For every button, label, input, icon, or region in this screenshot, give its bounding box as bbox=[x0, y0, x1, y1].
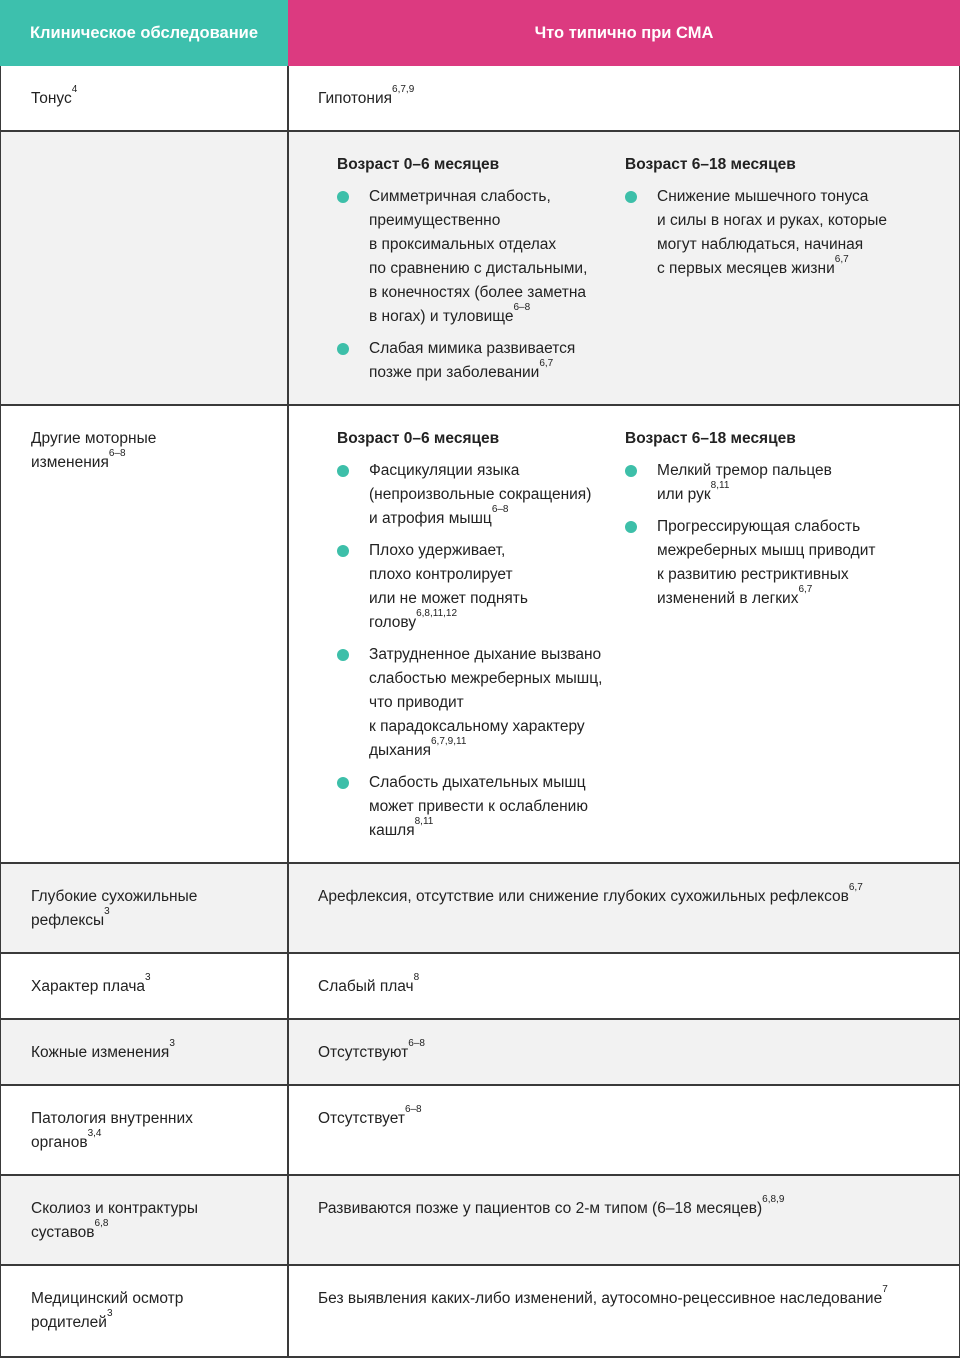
row-other-motor bbox=[0, 406, 960, 864]
row-label: Тонус$^4$ bbox=[31, 84, 78, 107]
age-heading-6-18: Возраст 6–18 месяцев bbox=[625, 430, 796, 447]
row-label: Сколиоз и контрактуры суставов$^{6,8}$ bbox=[31, 1200, 198, 1241]
row-label: Патология внутренних органов$^{3,4}$ bbox=[31, 1110, 193, 1151]
list-item: Слабая мимика развивается позже при заболевании$^{6,7}$ bbox=[337, 337, 617, 385]
bullet-dot bbox=[337, 343, 349, 355]
row-cry bbox=[0, 954, 960, 1020]
row-tonus bbox=[0, 66, 960, 132]
row-value: Отсутствует$^{6-8}$ bbox=[318, 1104, 422, 1127]
row-skin bbox=[0, 1020, 960, 1086]
row-label: Другие моторные изменения$^{6-8}$ bbox=[31, 430, 157, 471]
row-label: Кожные изменения$^3$ bbox=[31, 1038, 175, 1061]
list-item: Слабость дыхательных мышц может привести к ослаблению кашля$^{8,11}$ bbox=[337, 771, 622, 843]
list-item: Симметричная слабость, преимущественно в проксимальных отделах по сравнению с дистальными, в конечностях (более заметна в ногах) и туловище$^{6-8}$ bbox=[337, 185, 617, 329]
row-value: Арефлексия, отсутствие или снижение глубоких сухожильных рефлексов$^{6,7}$ bbox=[318, 882, 863, 905]
row-reflexes bbox=[0, 864, 960, 954]
age-heading-6-18: Возраст 6–18 месяцев bbox=[625, 156, 796, 173]
list-item: Мелкий тремор пальцев или рук$^{8,11}$ bbox=[625, 459, 925, 507]
age-heading-0-6: Возраст 0–6 месяцев bbox=[337, 430, 500, 447]
list-item: Фасцикуляции языка (непроизвольные сокращения) и атрофия мышц$^{6-8}$ bbox=[337, 459, 622, 531]
row-value: Слабый плач$^8$ bbox=[318, 972, 420, 995]
list-item: Плохо удерживает, плохо контролирует или не может поднять голову$^{6,8,11,12}$ bbox=[337, 539, 622, 635]
row-parents bbox=[0, 1266, 960, 1358]
row-value: Гипотония$^{6,7,9}$ bbox=[318, 84, 415, 107]
header-typical-sma: Что типично при СМА bbox=[288, 0, 960, 66]
row-label: Характер плача$^3$ bbox=[31, 972, 151, 995]
list-item: Снижение мышечного тонуса и силы в ногах и руках, которые могут наблюдаться, начиная с первых месяцев жизни$^{6,7}$ bbox=[625, 185, 925, 281]
row-label: Медицинский осмотр родителей$^3$ bbox=[31, 1290, 184, 1331]
age-heading-0-6: Возраст 0–6 месяцев bbox=[337, 156, 500, 173]
row-value: Развиваются позже у пациентов со 2-м типом (6–18 месяцев)$^{6,8,9}$ bbox=[318, 1194, 785, 1217]
row-value: Без выявления каких-либо изменений, аутосомно-рецессивное наследование$^7$ bbox=[318, 1284, 888, 1307]
bullet-dot bbox=[337, 777, 349, 789]
row-scoliosis bbox=[0, 1176, 960, 1266]
row-value: Отсутствуют$^{6-8}$ bbox=[318, 1038, 425, 1061]
bullet-dot bbox=[337, 545, 349, 557]
list-item: Затрудненное дыхание вызвано слабостью межреберных мышц, что приводит к парадоксальному характеру дыхания$^{6,7,9,11}$ bbox=[337, 643, 622, 763]
list-item: Прогрессирующая слабость межреберных мышц приводит к развитию рестриктивных изменений в легких$^{6,7}$ bbox=[625, 515, 925, 611]
bullet-dot bbox=[625, 465, 637, 477]
bullet-dot bbox=[337, 465, 349, 477]
header-clinical-exam: Клиническое обследование bbox=[0, 0, 288, 66]
row-weakness bbox=[0, 132, 960, 406]
bullet-dot bbox=[625, 191, 637, 203]
row-organs bbox=[0, 1086, 960, 1176]
bullet-dot bbox=[625, 521, 637, 533]
bullet-dot bbox=[337, 649, 349, 661]
row-label: Глубокие сухожильные рефлексы$^3$ bbox=[31, 888, 198, 929]
bullet-dot bbox=[337, 191, 349, 203]
